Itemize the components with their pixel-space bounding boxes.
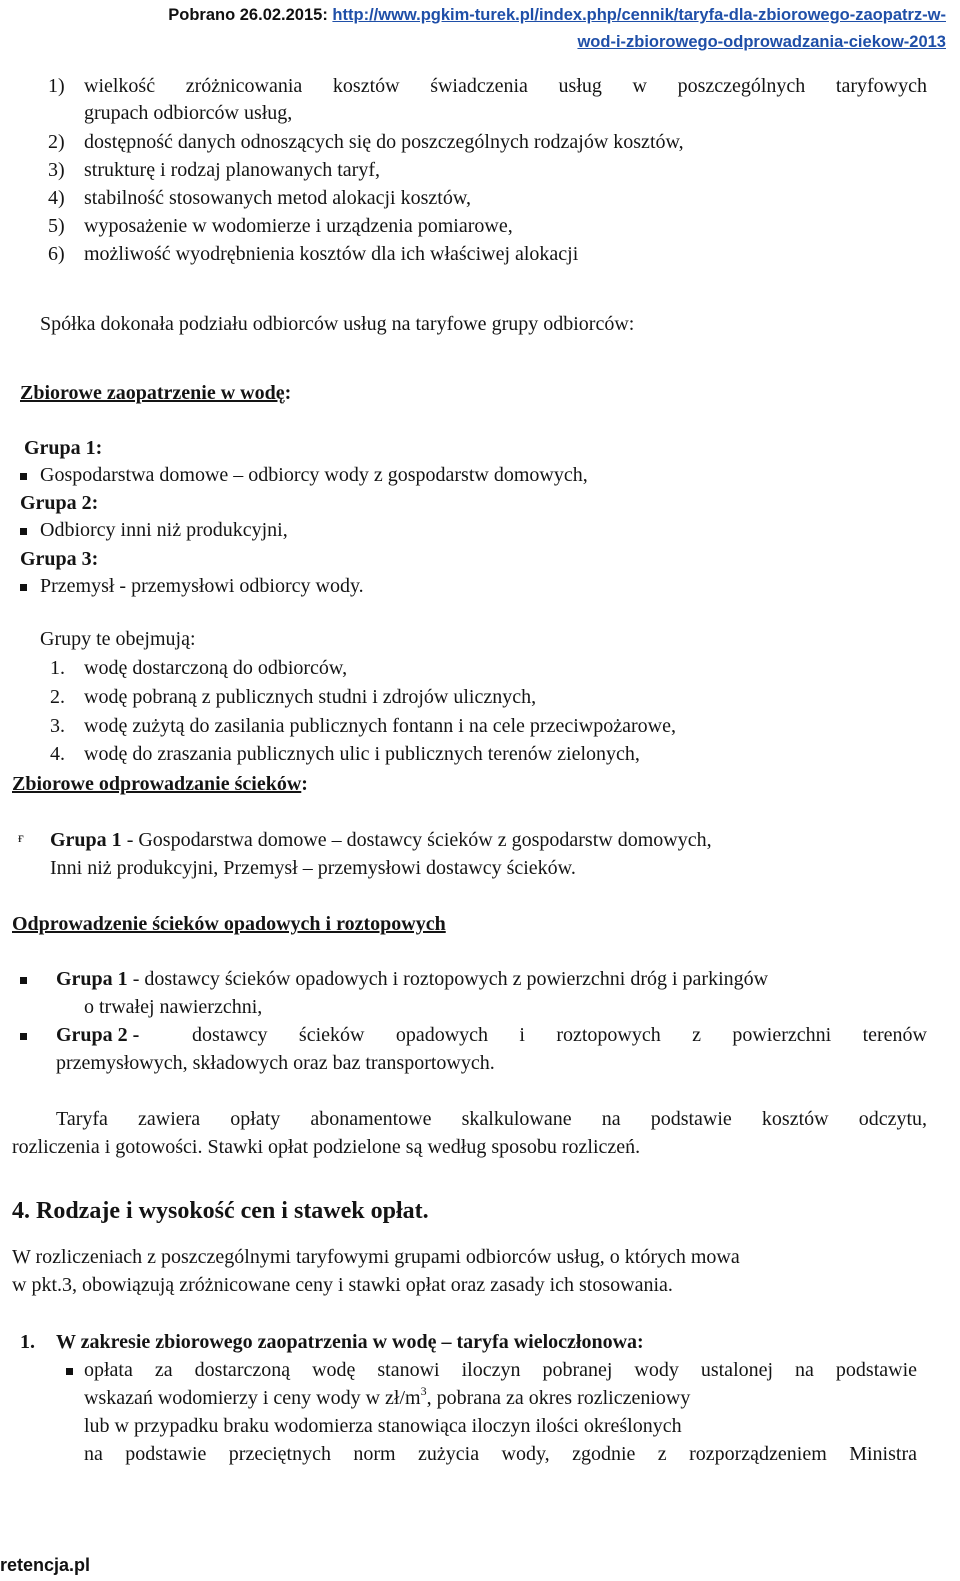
group-label: Grupa 2: <box>20 492 99 514</box>
group-continuation: Inni niż produkcyjni, Przemysł – przemysłowi dostawcy ścieków. <box>50 857 576 879</box>
criteria-num: 3) <box>48 159 65 181</box>
criteria-text: wielkość zróżnicowania kosztów świadczenia usług w poszczególnych taryfowych <box>84 75 927 97</box>
square-bullet-icon <box>20 473 27 480</box>
criteria-text: możliwość wyodrębnienia kosztów dla ich właściwej alokacji <box>84 243 579 265</box>
includes-num: 2. <box>50 686 65 708</box>
includes-label: Grupy te obejmują: <box>40 628 196 650</box>
item-bullet-line-3: lub w przypadku braku wodomierza stanowiąca iloczyn ilości określonych <box>84 1415 682 1437</box>
tariff-paragraph-line-1: Taryfa zawiera opłaty abonamentowe skalkulowane na podstawie kosztów odczytu, <box>56 1108 927 1130</box>
sewage-group-line <box>50 829 712 852</box>
bullet-glyph-icon: ғ <box>18 831 24 846</box>
sewage-heading <box>12 773 308 796</box>
includes-num: 4. <box>50 743 65 765</box>
criteria-num: 2) <box>48 131 65 153</box>
group-label: Grupa 1: <box>24 437 103 459</box>
includes-text: wodę zużytą do zasilania publicznych fontann i na cele przeciwpożarowe, <box>84 715 676 737</box>
groups-intro: Spółka dokonała podziału odbiorców usług na taryfowe grupy odbiorców: <box>40 313 635 335</box>
criteria-text: dostępność danych odnoszących się do poszczególnych rodzajów kosztów, <box>84 131 684 153</box>
criteria-text: wyposażenie w wodomierze i urządzenia pomiarowe, <box>84 215 513 237</box>
item-bullet-line-1: opłata za dostarczoną wodę stanowi iloczyn pobranej wody ustalonej na podstawie <box>84 1359 917 1381</box>
square-bullet-icon <box>66 1368 73 1375</box>
source-header-line-1 <box>168 6 946 25</box>
rainwater-heading: Odprowadzenie ścieków opadowych i roztopowych <box>12 913 446 935</box>
group-label: Grupa 1 <box>56 968 128 990</box>
section-4-title: 4. Rodzaje i wysokość cen i stawek opłat. <box>12 1198 429 1224</box>
heading-colon: : <box>301 773 308 795</box>
group-description: Przemysł - przemysłowi odbiorcy wody. <box>40 575 364 597</box>
includes-num: 1. <box>50 657 65 679</box>
item-bullet-line-2 <box>84 1384 691 1410</box>
water-supply-heading-text: Zbiorowe zaopatrzenie w wodę <box>20 382 285 404</box>
download-date-label: Pobrano 26.02.2015: <box>168 6 333 24</box>
criteria-num: 1) <box>48 75 65 97</box>
section-4-text-line-2: w pkt.3, obowiązują zróżnicowane ceny i stawki opłat oraz zasady ich stosowania. <box>12 1274 673 1296</box>
price-text: wskazań wodomierzy i ceny wody w zł/m <box>84 1387 421 1409</box>
group-description: Odbiorcy inni niż produkcyjni, <box>40 519 288 541</box>
group-label: Grupa 3: <box>20 548 99 570</box>
footer-site-name: retencja.pl <box>0 1555 91 1575</box>
item-bullet-line-4: na podstawie przeciętnych norm zużycia wody, zgodnie z rozporządzeniem Ministra <box>84 1443 917 1465</box>
group-continuation: o trwałej nawierzchni, <box>84 996 263 1018</box>
group-description: - Gospodarstwa domowe – dostawcy ścieków z gospodarstw domowych, <box>121 829 712 851</box>
section-4-text-line-1: W rozliczeniach z poszczególnymi taryfowymi grupami odbiorców usług, o których mowa <box>12 1246 740 1268</box>
group-description: - dostawcy ścieków opadowych i roztopowych z powierzchni dróg i parkingów <box>127 968 769 990</box>
includes-text: wodę dostarczoną do odbiorców, <box>84 657 348 679</box>
water-supply-heading <box>20 382 291 405</box>
source-header-line-2 <box>577 33 946 52</box>
criteria-text: strukturę i rodzaj planowanych taryf, <box>84 159 381 181</box>
square-bullet-icon <box>20 528 27 535</box>
price-text-rest: , pobrana za okres rozliczeniowy <box>426 1387 691 1409</box>
group-continuation: przemysłowych, składowych oraz baz transportowych. <box>56 1052 495 1074</box>
criteria-text: stabilność stosowanych metod alokacji kosztów, <box>84 187 471 209</box>
criteria-num: 6) <box>48 243 65 265</box>
square-bullet-icon <box>20 1033 27 1040</box>
group-description: Gospodarstwa domowe – odbiorcy wody z gospodarstw domowych, <box>40 464 588 486</box>
source-url-part-1[interactable]: http://www.pgkim-turek.pl/index.php/cennik/taryfa-dla-zbiorowego-zaopatrz-w- <box>332 6 946 24</box>
includes-num: 3. <box>50 715 65 737</box>
criteria-num: 5) <box>48 215 65 237</box>
group-label: Grupa 2 - <box>56 1024 140 1046</box>
superscript-3: 3 <box>420 1384 427 1398</box>
rain-group-line <box>56 968 768 991</box>
includes-text: wodę do zraszania publicznych ulic i publicznych terenów zielonych, <box>84 743 640 765</box>
criteria-num: 4) <box>48 187 65 209</box>
square-bullet-icon <box>20 977 27 984</box>
group-description: dostawcy ścieków opadowych i roztopowych z powierzchni terenów <box>192 1024 927 1046</box>
criteria-cont: grupach odbiorców usług, <box>84 102 293 124</box>
heading-colon: : <box>284 382 292 404</box>
includes-text: wodę pobraną z publicznych studni i zdrojów ulicznych, <box>84 686 537 708</box>
source-url-part-2[interactable]: wod-i-zbiorowego-odprowadzania-ciekow-2013 <box>577 33 946 51</box>
item-number: 1. <box>20 1331 35 1353</box>
sewage-heading-text: Zbiorowe odprowadzanie ścieków <box>12 773 302 795</box>
tariff-paragraph-line-2: rozliczenia i gotowości. Stawki opłat podzielone są według sposobu rozliczeń. <box>12 1136 641 1158</box>
item-title: W zakresie zbiorowego zaopatrzenia w wodę – taryfa wieloczłonowa: <box>56 1331 644 1353</box>
group-label: Grupa 1 <box>50 829 122 851</box>
square-bullet-icon <box>20 584 27 591</box>
